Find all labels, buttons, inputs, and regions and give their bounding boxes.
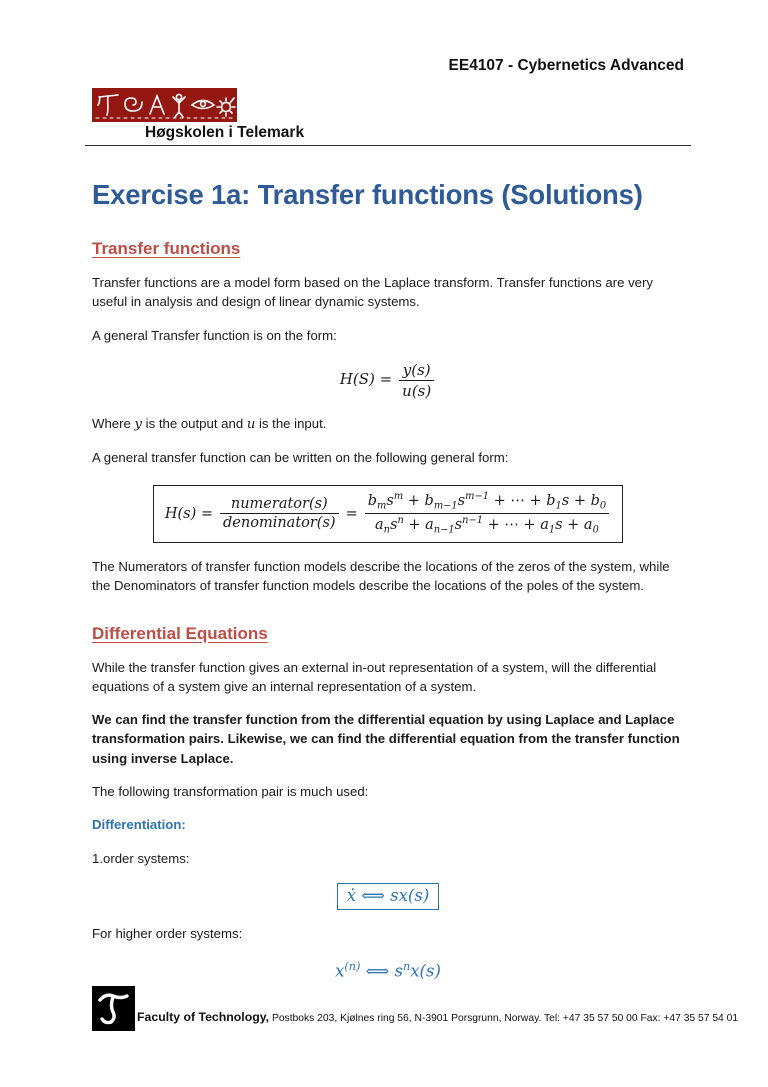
formula-general-equals: = [345,505,358,522]
where-text-3: is the input. [255,415,327,431]
formula-general-frac1-den: denominator(s) [223,515,336,532]
paragraph-written-form: A general transfer function can be written on the following general form: [92,450,509,466]
page-footer [92,986,739,1031]
paragraph-zeros-poles: The Numerators of transfer function models describe the locations of the zeros of the system, while the Denominators of transfer function models describe the locations of the poles of the system. [92,558,670,594]
paragraph-general-form: A general Transfer function is on the form: [92,327,337,343]
formula-general-frac2-den: $a_ns^n + a_{n-1}s^{n-1}$ + ⋯ + $a_1s + a_0$ [374,515,599,536]
section-heading-transfer-functions: Transfer functions [92,239,241,258]
formula-higher-order: $x^{(n)}$ ⟺ $s^nx(s)$ [335,960,441,981]
where-text-2: is the output and [141,415,247,431]
formula-general-frac2-num: $b_ms^m + b_{m-1}s^{m-1}$ + ⋯ + $b_1s + b_0$ [365,491,609,514]
paragraph-laplace-bold: We can find the transfer function from the differential equation by using Laplace and Laplace transformation pairs. Likewise, we can find the differential equation from the transfer function using inverse Laplace. [92,712,680,766]
where-var-y: y [134,416,142,432]
first-order-label: 1.order systems: [92,850,190,866]
formula-general [153,485,623,542]
formula-hs [92,361,684,400]
faculty-address: Postboks 203, Kjølnes ring 56, N-3901 Porsgrunn, Norway. Tel: +47 35 57 50 00 Fax: +47 35 57 54 01 [269,1013,739,1024]
formula-first-order-wrap [92,883,684,910]
where-var-u: u [246,416,256,432]
formula-hs-numerator: y(s) [399,361,434,381]
differentiation-label: Differentiation: [92,817,186,833]
paragraph-where [92,414,684,434]
formula-general-wrap [92,485,684,542]
page-title: Exercise 1a: Transfer functions (Solutions) [92,179,643,210]
hit-logo [92,88,237,122]
where-text-1: Where [92,415,135,431]
faculty-name: Faculty of Technology, [137,1010,270,1024]
formula-hs-denominator: u(s) [402,381,432,400]
paragraph-internal-external: While the transfer function gives an external in-out representation of a system, will the differential equations of a system give an internal representation of a system. [92,659,657,694]
paragraph-intro: Transfer functions are a model form based on the Laplace transform. Transfer functions are very useful in analysis and design of linear dynamic systems. [92,275,653,310]
faculty-rune-icon [92,986,135,1031]
header-divider [85,145,691,146]
formula-hs-lhs: H(S) = [339,370,393,389]
formula-first-order: ẋ ⟺ sx(s) [337,883,440,910]
section-heading-differential-equations: Differential Equations [92,623,268,643]
paragraph-transformation-pair: The following transformation pair is much used: [92,784,369,799]
formula-general-lhs: H(s) = [164,505,214,522]
footer-text [135,1010,738,1031]
course-header: EE4107 - Cybernetics Advanced [448,57,684,74]
faculty-logo [92,986,135,1031]
formula-general-frac1-num: numerator(s) [220,496,339,514]
higher-order-label: For higher order systems: [92,925,243,941]
institution-name: Høgskolen i Telemark [145,124,305,141]
runes-icon [92,88,237,122]
